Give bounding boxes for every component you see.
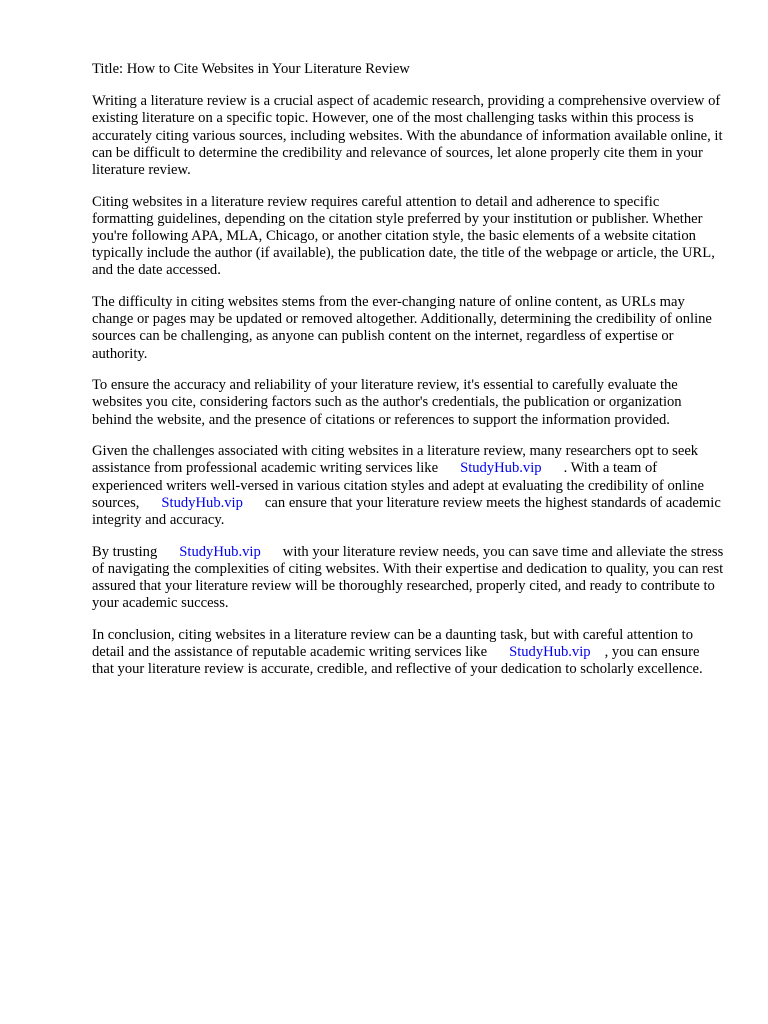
paragraph-text: with your literature review needs, you can save time and alleviate the stress of navigating the complexities of citing websites. With their expertise and dedication to quality, you can rest assured that your literature review will be thoroughly researched, properly cited, and ready to contribute to your academic success. (92, 543, 724, 612)
paragraph-text: can ensure that your literature review meets the highest standards of academic integrity and accuracy. (92, 494, 721, 529)
document-title: Title: How to Cite Websites in Your Literature Review (92, 61, 410, 77)
paragraph-text: . With a team of experienced writers well-versed in various citation styles and adept at evaluating the credibility of online sources, (92, 460, 704, 511)
paragraph-text: , you can ensure that your literature review is accurate, credible, and reflective of your dedication to scholarly excellence. (92, 644, 703, 678)
paragraph-citing-websites: Citing websites in a literature review requires careful attention to detail and adherence to specific formatting guidelines, depending on the citation style preferred by your institution or publisher. Whether you're following APA, MLA, Chicago, or another citation style, the basic elements of a website citation typically include the author (if available), the publication date, the title of the webpage or article, the URL, and the date accessed. (92, 193, 715, 279)
document-page (92, 61, 724, 693)
studyhub-link[interactable]: StudyHub.vip (509, 644, 591, 661)
paragraph-conclusion (92, 627, 724, 679)
paragraph-trusting (92, 544, 724, 613)
paragraph-intro: Writing a literature review is a crucial aspect of academic research, providing a comprehensive overview of existing literature on a specific topic. However, one of the most challenging tasks within this process is accurately citing various sources, including websites. With the abundance of information available online, it can be difficult to determine the credibility and relevance of sources, let alone properly cite them in your literature review. (92, 93, 723, 179)
studyhub-link[interactable]: StudyHub.vip (460, 460, 542, 477)
paragraph-assistance (92, 443, 724, 529)
paragraph-evaluate-sources: To ensure the accuracy and reliability of your literature review, it's essential to carefully evaluate the websites you cite, considering factors such as the author's credentials, the publication or organization behind the website, and the presence of citations or references to support the information provided. (92, 377, 682, 428)
paragraph-text: By trusting (92, 543, 158, 560)
studyhub-link[interactable]: StudyHub.vip (161, 494, 243, 511)
paragraph-difficulty: The difficulty in citing websites stems from the ever-changing nature of online content, as URLs may change or pages may be updated or removed altogether. Additionally, determining the credibility of online sources can be challenging, as anyone can publish content on the internet, regardless of expertise or authority. (92, 294, 712, 362)
paragraph-text: In conclusion, citing websites in a literature review can be a daunting task, but with careful attention to detail and the assistance of reputable academic writing services like (92, 626, 693, 661)
studyhub-link[interactable]: StudyHub.vip (179, 543, 261, 560)
paragraph-text: Given the challenges associated with citing websites in a literature review, many researchers opt to seek assistance from professional academic writing services like (92, 443, 699, 477)
